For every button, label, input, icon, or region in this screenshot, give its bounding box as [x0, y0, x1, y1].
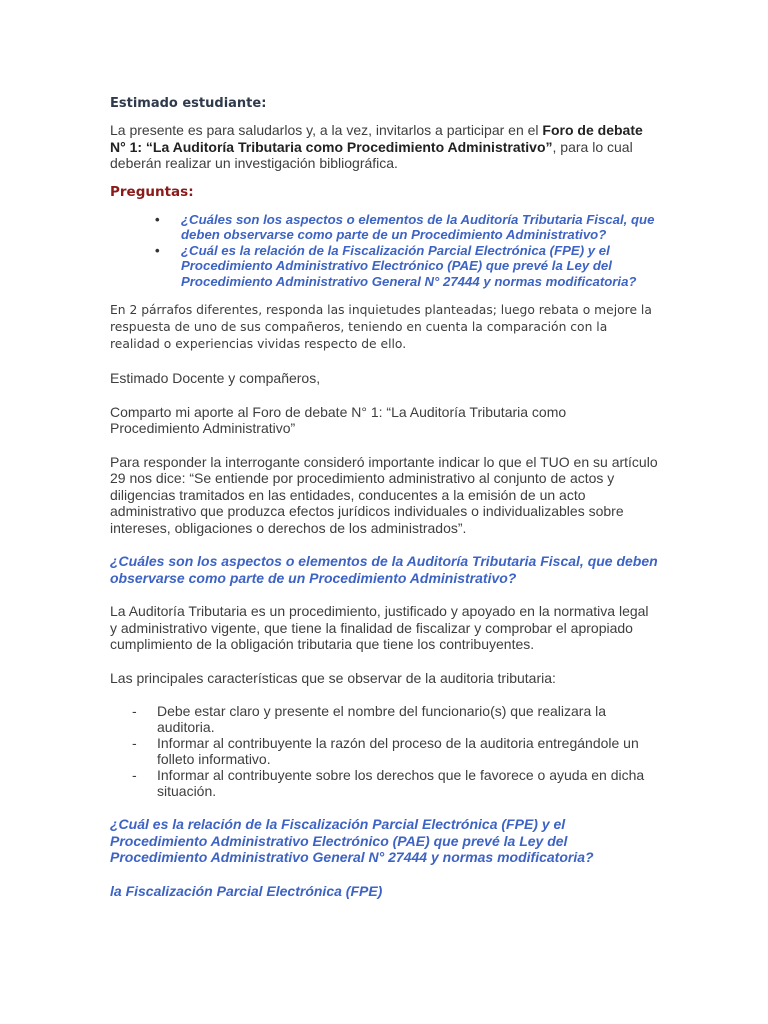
question-item: [110, 243, 658, 290]
response-salutation: Estimado Docente y compañeros,: [110, 370, 321, 386]
features-list: [110, 703, 658, 799]
intro-text-end: , para lo cual deberán realizar un investigación bibliográfica.: [110, 138, 633, 171]
question-text: ¿Cuáles son los aspectos o elementos de la Auditoría Tributaria Fiscal, que deben observarse como parte de un Procedimiento Administrativo?: [181, 211, 655, 242]
document-page: [110, 96, 658, 916]
response-question-1: ¿Cuáles son los aspectos o elementos de la Auditoría Tributaria Fiscal, que deben observarse como parte de un Procedimiento Administrativo?: [110, 553, 658, 586]
fpe-heading: la Fiscalización Parcial Electrónica (FPE): [110, 882, 383, 899]
dash-icon: -: [132, 735, 137, 751]
intro-text-start: La presente es para saludarlos y, a la vez, invitarlos a participar en el: [110, 122, 543, 138]
questions-list: [110, 212, 658, 290]
response-answer-1: La Auditoría Tributaria es un procedimiento, justificado y apoyado en la normativa legal y administrativo vigente, que tiene la finalidad de fiscalizar y comprobar el apropiado cumplimiento de la obligación tributaria que tiene los contribuyentes.: [110, 603, 649, 652]
dash-icon: -: [132, 767, 137, 783]
feature-item: [110, 767, 658, 799]
response-share: Comparto mi aporte al Foro de debate N° 1: “La Auditoría Tributaria como Procedimiento Administrativo”: [110, 403, 567, 436]
response-question-2: ¿Cuál es la relación de la Fiscalización Parcial Electrónica (FPE) y el Procedimiento Administrativo Electrónico (PAE) que prevé la Ley del Procedimiento Administrativo General N° 27444 y normas modificatoria?: [110, 816, 594, 865]
features-intro: Las principales características que se observar de la auditoria tributaria:: [110, 669, 556, 686]
response-tuo-paragraph: Para responder la interrogante consideró importante indicar lo que el TUO en su artículo 29 nos dice: “Se entiende por procedimiento administrativo al conjunto de actos y diligencias tramitados en las entidades, conducentes a la emisión de un acto administrativo que produzca efectos jurídicos individuales o individualizables sobre intereses, obligaciones o derechos de los administrados”.: [110, 453, 658, 536]
feature-text: Informar al contribuyente la razón del proceso de la auditoria entregándole un folleto informativo.: [157, 735, 639, 767]
instructions-paragraph: En 2 párrafos diferentes, responda las inquietudes planteadas; luego rebata o mejore la respuesta de uno de sus compañeros, teniendo en cuenta la comparación con la realidad o experiencias vividas respecto de ello.: [110, 303, 652, 351]
feature-item: [110, 703, 658, 735]
feature-item: [110, 735, 658, 767]
bullet-icon: •: [155, 242, 160, 258]
dash-icon: -: [132, 703, 137, 719]
greeting-heading: Estimado estudiante:: [110, 96, 267, 111]
intro-paragraph: [110, 122, 658, 172]
feature-text: Debe estar claro y presente el nombre del funcionario(s) que realizara la auditoria.: [157, 703, 607, 735]
questions-label: Preguntas:: [110, 183, 194, 200]
question-item: [110, 212, 658, 243]
forum-title: Foro de debate N° 1: “La Auditoría Tributaria como Procedimiento Administrativo”: [110, 122, 643, 155]
question-text: ¿Cuál es la relación de la Fiscalización Parcial Electrónica (FPE) y el Procedimiento Administrativo Electrónico (PAE) que prevé la Ley del Procedimiento Administrativo General N° 27444 y normas modificatoria?: [181, 242, 637, 289]
feature-text: Informar al contribuyente sobre los derechos que le favorece o ayuda en dicha situación.: [157, 767, 645, 799]
bullet-icon: •: [155, 211, 160, 227]
